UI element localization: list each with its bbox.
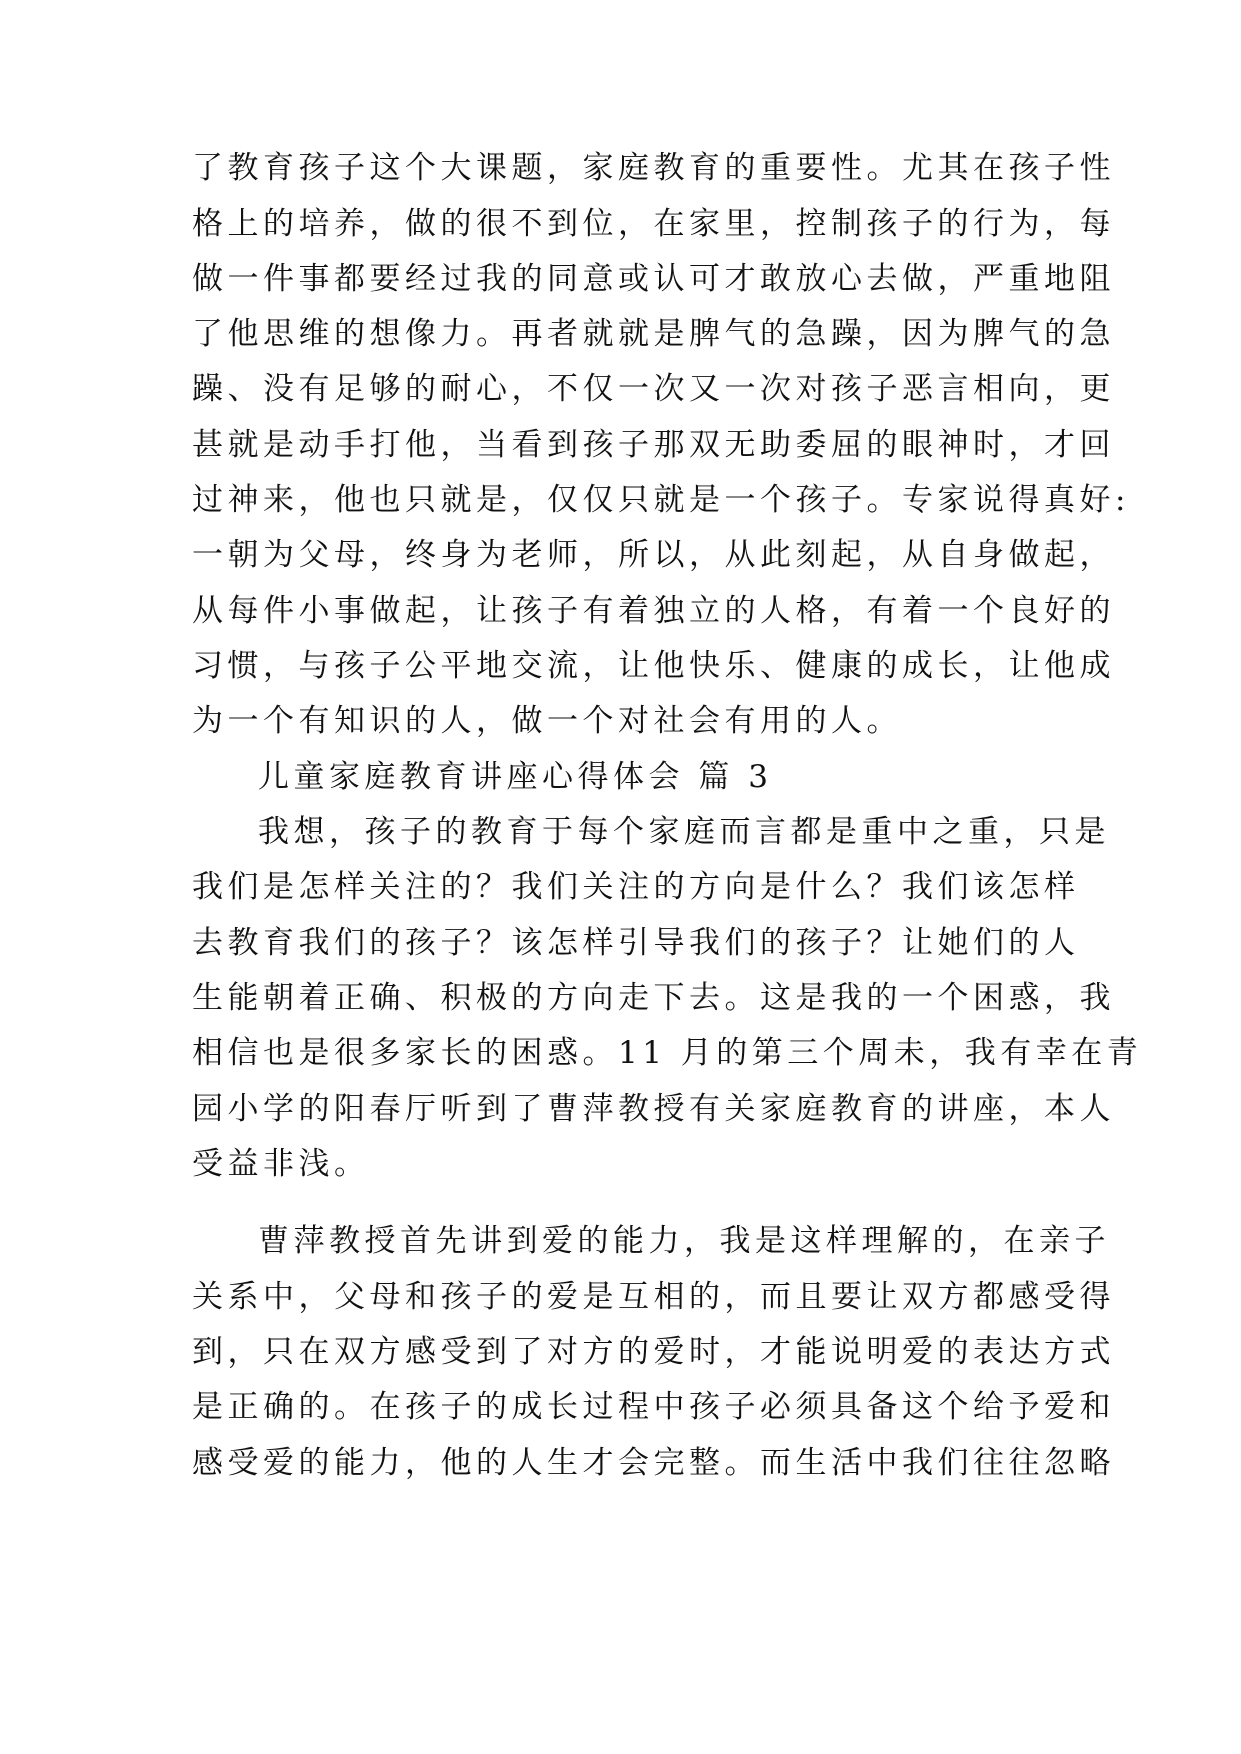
paragraph-1-line: 了教育孩子这个大课题，家庭教育的重要性。尤其在孩子性: [192, 150, 1115, 186]
paragraph-3-line: 是正确的。在孩子的成长过程中孩子必须具备这个给予爱和: [192, 1389, 1115, 1425]
paragraph-3-line: 感受爱的能力，他的人生才会完整。而生活中我们往往忽略: [192, 1445, 1115, 1481]
paragraph-3-line: 到，只在双方感受到了对方的爱时，才能说明爱的表达方式: [192, 1334, 1115, 1370]
paragraph-1-line: 做一件事都要经过我的同意或认可才敢放心去做，严重地阻: [192, 261, 1115, 297]
paragraph-1-line: 为一个有知识的人，做一个对社会有用的人。: [192, 703, 902, 739]
paragraph-3-line: 关系中，父母和孩子的爱是互相的，而且要让双方都感受得: [192, 1279, 1115, 1315]
paragraph-2-line: 生能朝着正确、积极的方向走下去。这是我的一个困惑，我: [192, 980, 1115, 1016]
paragraph-1-line: 过神来，他也只就是，仅仅只就是一个孩子。专家说得真好:: [192, 482, 1130, 518]
paragraph-2-line: 受益非浅。: [192, 1146, 370, 1182]
paragraph-1-line: 了他思维的想像力。再者就就是脾气的急躁，因为脾气的急: [192, 316, 1115, 352]
paragraph-1-line: 从每件小事做起，让孩子有着独立的人格，有着一个良好的: [192, 593, 1115, 629]
paragraph-1-line: 躁、没有足够的耐心，不仅一次又一次对孩子恶言相向，更: [192, 371, 1115, 407]
paragraph-1-line: 格上的培养，做的很不到位，在家里，控制孩子的行为，每: [192, 206, 1115, 242]
paragraph-2-line: 园小学的阳春厅听到了曹萍教授有关家庭教育的讲座，本人: [192, 1091, 1115, 1127]
paragraph-2-line: 我想，孩子的教育于每个家庭而言都是重中之重，只是: [258, 814, 1110, 850]
paragraph-3-line: 曹萍教授首先讲到爱的能力，我是这样理解的，在亲子: [258, 1223, 1110, 1259]
paragraph-1-line: 习惯，与孩子公平地交流，让他快乐、健康的成长，让他成: [192, 648, 1115, 684]
paragraph-2-line: 我们是怎样关注的？我们关注的方向是什么？我们该怎样: [192, 869, 1080, 905]
paragraph-1-line: 甚就是动手打他，当看到孩子那双无助委屈的眼神时，才回: [192, 427, 1115, 463]
paragraph-2-line: 去教育我们的孩子？该怎样引导我们的孩子？让她们的人: [192, 925, 1080, 961]
paragraph-1-line: 一朝为父母，终身为老师，所以，从此刻起，从自身做起，: [192, 537, 1115, 573]
paragraph-2-line: 相信也是很多家长的困惑。11 月的第三个周未，我有幸在青: [192, 1035, 1143, 1071]
section-heading: 儿童家庭教育讲座心得体会 篇 3: [258, 759, 773, 795]
